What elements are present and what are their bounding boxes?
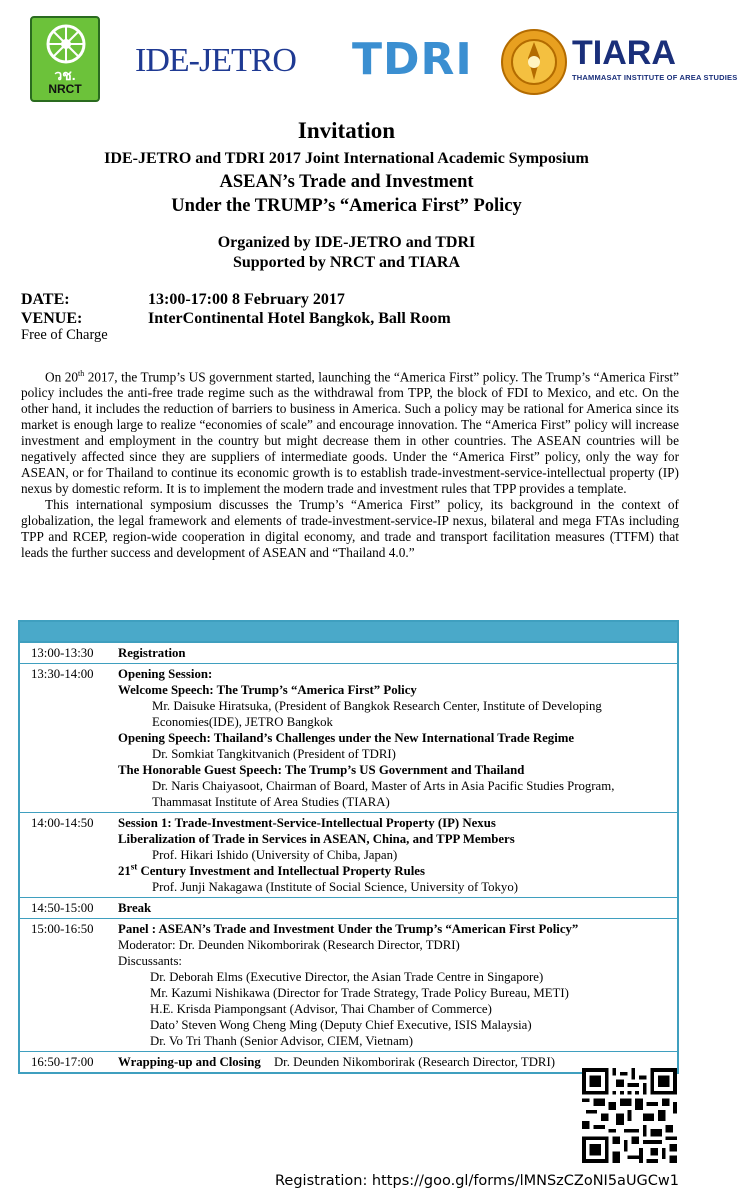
organized-by: Organized by IDE-JETRO and TDRI — [217, 234, 476, 251]
program-table-header — [20, 622, 677, 642]
registration-link[interactable]: Registration: https://goo.gl/forms/lMNSzCZoNI5aUGCw1 — [275, 1173, 679, 1189]
ide-jetro-logo: IDE-JETRO — [135, 42, 296, 79]
discussant: Mr. Kazumi Nishikawa (Director for Trade Strategy, Trade Policy Bureau, METI) — [150, 986, 569, 1000]
row-time: 13:30-14:00 — [31, 667, 94, 681]
venue-label: VENUE: — [21, 310, 83, 327]
program-table — [18, 620, 679, 1074]
symposium-heading: IDE-JETRO and TDRI 2017 Joint International Academic Symposium — [104, 150, 589, 167]
row-title: Opening Session: — [118, 667, 213, 681]
registration-qr-code[interactable] — [582, 1068, 677, 1163]
title-line-2: Under the TRUMP’s “America First” Policy — [171, 196, 522, 216]
program-row — [20, 812, 677, 897]
row-time: 15:00-16:50 — [31, 922, 94, 936]
row-title: Break — [118, 901, 152, 915]
date-value: 13:00-17:00 8 February 2017 — [148, 291, 345, 308]
session-topic-2: 21st Century Investment and Intellectual Property Rules — [118, 861, 425, 878]
welcome-speech: Welcome Speech: The Trump’s “America First” Policy — [118, 683, 417, 697]
intro-paragraph-1: On 20th 2017, the Trump’s US government started, launching the “America First” policy. The Trump’s “America First” policy includes the anti-free trade regime such as the withdrawal from TPP, the block of FDI to Mexico, and etc. On the other hand, it includes the reduction of barriers to business in America. Such a policy may be rational for America since its market is enough large to realize “economies of scale” and encourage innovation. The “America First” policy will increase investment and employment in the country but might decrease them in other countries. The ASEAN countries will be negatively affected since they are suppliers of intermediate goods. Under the “America First” policy, only the way for ASEAN, or for Thailand to continue its economic growth is to establish trade-investment-service-intellectual property (IP) nexus by domestic reform. It is to implement the modern trade and investment rules that TPP provides a template. — [21, 369, 679, 497]
discussant: Dr. Vo Tri Thanh (Senior Advisor, CIEM, Vietnam) — [150, 1034, 413, 1048]
row-time: 16:50-17:00 — [31, 1055, 94, 1069]
opening-speaker: Dr. Somkiat Tangkitvanich (President of TDRI) — [152, 747, 396, 761]
session-speaker-2: Prof. Junji Nakagawa (Institute of Social Science, University of Tokyo) — [152, 880, 518, 894]
tiara-logo-text: TIARA — [572, 34, 676, 72]
guest-speaker: Dr. Naris Chaiyasoot, Chairman of Board, Master of Arts in Asia Pacific Studies Program, Thammasat Institute of Area Studies (TIARA) — [152, 779, 615, 809]
nrct-abbr-text: NRCT — [48, 82, 82, 96]
program-row — [20, 663, 677, 812]
program-row — [20, 918, 677, 1051]
discussant: Dato’ Steven Wong Cheng Ming (Deputy Chief Executive, ISIS Malaysia) — [150, 1018, 532, 1032]
row-title: Panel : ASEAN’s Trade and Investment Under the Trump’s “American First Policy” — [118, 922, 579, 936]
program-row — [20, 897, 677, 918]
date-label: DATE: — [21, 291, 70, 308]
invitation-heading: Invitation — [297, 118, 396, 143]
nrct-thai-text: วช. — [54, 67, 76, 83]
discussant: Dr. Deborah Elms (Executive Director, the Asian Trade Centre in Singapore) — [150, 970, 544, 984]
program-row — [20, 642, 677, 663]
free-of-charge: Free of Charge — [21, 327, 108, 343]
closing-speaker: Dr. Deunden Nikomborirak (Research Director, TDRI) — [273, 1055, 555, 1069]
program-row — [20, 1051, 677, 1072]
tiara-seal-icon — [500, 28, 568, 96]
supported-by: Supported by NRCT and TIARA — [232, 254, 461, 271]
discussant: H.E. Krisda Piampongsant (Advisor, Thai Chamber of Commerce) — [150, 1002, 492, 1016]
session-speaker-1: Prof. Hikari Ishido (University of Chiba, Japan) — [152, 848, 398, 862]
intro-paragraph-2: This international symposium discusses the Trump’s “America First” policy, its background in the context of globalization, the legal framework and elements of trade-investment-service-IP nexus, bilateral and mega FTAs including TPP and RCEP, region-wide cooperation in digital economy, and trade and transport facilitation measures (TTFM) that leads the further success and development of ASEAN and “Thailand 4.0.” — [21, 497, 679, 561]
row-title: Registration — [118, 646, 186, 660]
nrct-logo — [30, 16, 100, 102]
welcome-speaker: Mr. Daisuke Hiratsuka, (President of Bangkok Research Center, Institute of Developing Economies(IDE), JETRO Bangkok — [152, 699, 602, 729]
venue-value: InterContinental Hotel Bangkok, Ball Room — [148, 310, 451, 327]
intro-text — [21, 366, 679, 561]
discussants-label: Discussants: — [118, 954, 182, 968]
moderator: Moderator: Dr. Deunden Nikomborirak (Research Director, TDRI) — [118, 938, 460, 952]
row-title: Session 1: Trade-Investment-Service-Intellectual Property (IP) Nexus — [118, 816, 496, 830]
logo-bar — [0, 0, 737, 110]
row-time: 14:50-15:00 — [31, 901, 94, 915]
tiara-subtitle: THAMMASAT INSTITUTE OF AREA STUDIES — [572, 73, 737, 82]
row-time: 13:00-13:30 — [31, 646, 94, 660]
row-title: Wrapping-up and Closing — [118, 1055, 261, 1069]
row-time: 14:00-14:50 — [31, 816, 94, 830]
guest-speech: The Honorable Guest Speech: The Trump’s US Government and Thailand — [118, 763, 525, 777]
dharma-wheel-icon — [46, 24, 86, 64]
tdri-logo: TDRI — [352, 34, 473, 85]
title-line-1: ASEAN’s Trade and Investment — [219, 172, 474, 192]
opening-speech: Opening Speech: Thailand’s Challenges under the New International Trade Regime — [118, 731, 575, 745]
session-topic-1: Liberalization of Trade in Services in ASEAN, China, and TPP Members — [118, 832, 515, 846]
